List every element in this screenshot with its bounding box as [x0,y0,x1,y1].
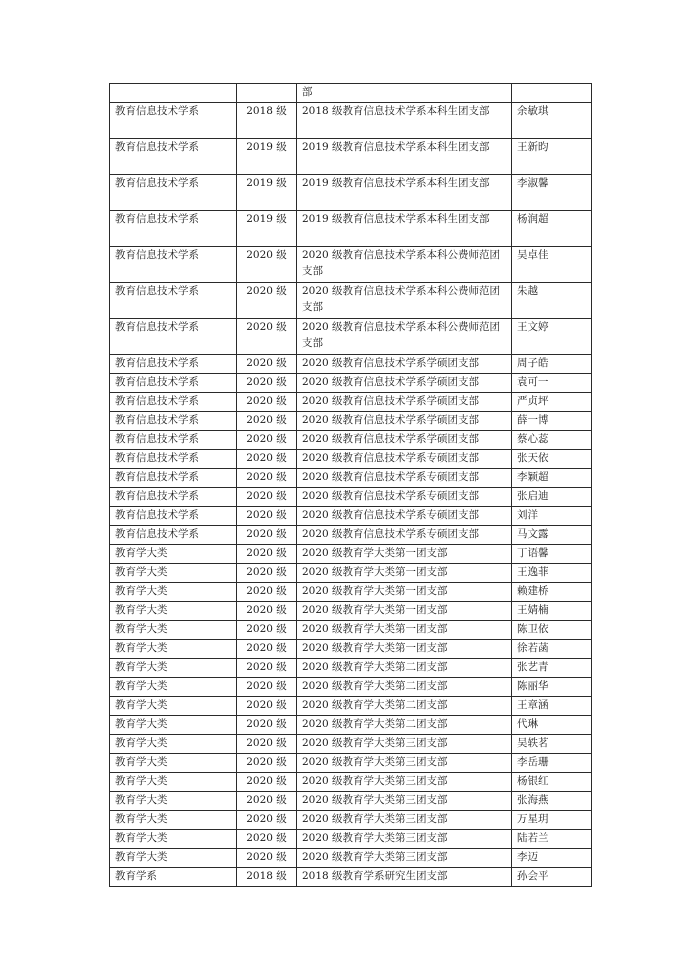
member-name-cell: 王婧楠 [512,602,592,621]
table-row [110,735,592,754]
table-row [110,412,592,431]
member-table [109,83,592,887]
member-name-cell: 赖建桥 [512,583,592,602]
grade-cell: 2019 级 [237,139,297,175]
department-cell: 教育信息技术学系 [110,283,237,319]
branch-cell: 2020 级教育学大类第一团支部 [297,602,512,621]
grade-cell: 2020 级 [237,773,297,792]
department-cell: 教育学大类 [110,621,237,640]
grade-cell: 2020 级 [237,716,297,735]
branch-cell: 2020 级教育学大类第三团支部 [297,773,512,792]
table-row [110,319,592,355]
table-row [110,247,592,283]
department-cell: 教育学大类 [110,792,237,811]
department-cell: 教育学大类 [110,716,237,735]
table-row [110,849,592,868]
grade-cell: 2020 级 [237,735,297,754]
department-cell: 教育信息技术学系 [110,526,237,545]
table-row [110,868,592,887]
table-row [110,211,592,247]
grade-cell: 2020 级 [237,830,297,849]
branch-cell: 2018 级教育信息技术学系本科生团支部 [297,103,512,139]
department-cell: 教育学大类 [110,545,237,564]
member-name-cell: 代琳 [512,716,592,735]
department-cell: 教育信息技术学系 [110,211,237,247]
department-cell: 教育信息技术学系 [110,139,237,175]
department-cell: 教育信息技术学系 [110,175,237,211]
department-cell: 教育学大类 [110,602,237,621]
department-cell: 教育信息技术学系 [110,431,237,450]
branch-cell: 2020 级教育信息技术学系学硕团支部 [297,431,512,450]
branch-cell: 2019 级教育信息技术学系本科生团支部 [297,139,512,175]
grade-cell: 2020 级 [237,792,297,811]
grade-cell: 2020 级 [237,393,297,412]
member-name-cell: 蔡心蕊 [512,431,592,450]
branch-cell: 2020 级教育信息技术学系本科公费师范团支部 [297,319,512,355]
department-cell: 教育学系 [110,868,237,887]
member-name-cell: 张海燕 [512,792,592,811]
member-name-cell: 万星玥 [512,811,592,830]
branch-cell: 2020 级教育信息技术学系专硕团支部 [297,507,512,526]
member-name-cell: 王章涵 [512,697,592,716]
grade-cell: 2020 级 [237,469,297,488]
branch-cell: 2020 级教育信息技术学系本科公费师范团支部 [297,283,512,319]
branch-cell: 2020 级教育学大类第三团支部 [297,849,512,868]
grade-cell: 2020 级 [237,640,297,659]
department-cell: 教育信息技术学系 [110,488,237,507]
member-name-cell: 陈丽华 [512,678,592,697]
grade-cell: 2020 级 [237,659,297,678]
table-row [110,84,592,103]
member-name-cell: 徐若菡 [512,640,592,659]
member-name-cell: 杨银红 [512,773,592,792]
grade-cell: 2020 级 [237,545,297,564]
branch-cell: 2018 级教育学系研究生团支部 [297,868,512,887]
table-row [110,678,592,697]
grade-cell: 2020 级 [237,564,297,583]
member-name-cell: 李颖超 [512,469,592,488]
grade-cell: 2020 级 [237,678,297,697]
branch-cell: 2020 级教育学大类第一团支部 [297,621,512,640]
member-name-cell: 陈卫依 [512,621,592,640]
table-row [110,283,592,319]
branch-cell: 2020 级教育信息技术学系学硕团支部 [297,374,512,393]
member-name-cell: 丁语馨 [512,545,592,564]
department-cell: 教育学大类 [110,640,237,659]
branch-cell: 2020 级教育信息技术学系专硕团支部 [297,488,512,507]
department-cell: 教育学大类 [110,659,237,678]
member-name-cell: 余敏琪 [512,103,592,139]
grade-cell: 2020 级 [237,412,297,431]
table-row [110,697,592,716]
member-name-cell: 吴卓佳 [512,247,592,283]
table-row [110,811,592,830]
table-body [110,84,592,887]
member-name-cell: 陆若兰 [512,830,592,849]
department-cell: 教育信息技术学系 [110,319,237,355]
grade-cell: 2020 级 [237,283,297,319]
grade-cell: 2020 级 [237,754,297,773]
department-cell: 教育信息技术学系 [110,103,237,139]
table-row [110,103,592,139]
branch-cell: 2020 级教育信息技术学系本科公费师范团支部 [297,247,512,283]
table-row [110,830,592,849]
branch-cell: 2020 级教育信息技术学系学硕团支部 [297,393,512,412]
member-name-cell: 周子皓 [512,355,592,374]
branch-cell: 2020 级教育信息技术学系学硕团支部 [297,412,512,431]
member-name-cell: 李迈 [512,849,592,868]
department-cell: 教育信息技术学系 [110,412,237,431]
branch-cell: 2020 级教育学大类第三团支部 [297,811,512,830]
member-name-cell: 王文婷 [512,319,592,355]
table-row [110,583,592,602]
member-name-cell: 孙会平 [512,868,592,887]
branch-cell: 2020 级教育学大类第三团支部 [297,792,512,811]
table-row [110,640,592,659]
member-name-cell: 严贞坪 [512,393,592,412]
grade-cell: 2020 级 [237,431,297,450]
member-name-cell: 杨润超 [512,211,592,247]
grade-cell: 2020 级 [237,583,297,602]
table-row [110,393,592,412]
branch-cell: 2020 级教育学大类第三团支部 [297,735,512,754]
department-cell: 教育学大类 [110,830,237,849]
department-cell: 教育学大类 [110,583,237,602]
table-row [110,488,592,507]
department-cell: 教育信息技术学系 [110,393,237,412]
branch-cell: 2019 级教育信息技术学系本科生团支部 [297,211,512,247]
branch-cell: 2019 级教育信息技术学系本科生团支部 [297,175,512,211]
department-cell: 教育学大类 [110,678,237,697]
grade-cell: 2018 级 [237,868,297,887]
grade-cell: 2019 级 [237,175,297,211]
table-row [110,716,592,735]
member-name-cell: 王逸菲 [512,564,592,583]
branch-cell: 2020 级教育学大类第二团支部 [297,716,512,735]
grade-cell: 2018 级 [237,103,297,139]
member-name-cell: 袁可一 [512,374,592,393]
department-cell: 教育信息技术学系 [110,374,237,393]
branch-cell: 2020 级教育学大类第一团支部 [297,545,512,564]
branch-cell: 2020 级教育学大类第一团支部 [297,583,512,602]
table-row [110,773,592,792]
table-row [110,469,592,488]
table-row [110,139,592,175]
table-row [110,621,592,640]
department-cell: 教育学大类 [110,773,237,792]
member-name-cell: 刘洋 [512,507,592,526]
grade-cell: 2020 级 [237,247,297,283]
department-cell: 教育信息技术学系 [110,507,237,526]
table-row [110,545,592,564]
grade-cell: 2019 级 [237,211,297,247]
branch-cell: 2020 级教育学大类第二团支部 [297,659,512,678]
branch-cell: 2020 级教育信息技术学系专硕团支部 [297,469,512,488]
department-cell: 教育学大类 [110,849,237,868]
grade-cell: 2020 级 [237,319,297,355]
branch-cell: 2020 级教育学大类第二团支部 [297,678,512,697]
member-name-cell: 马文露 [512,526,592,545]
grade-cell: 2020 级 [237,697,297,716]
grade-cell: 2020 级 [237,488,297,507]
table-row [110,792,592,811]
department-cell: 教育信息技术学系 [110,450,237,469]
member-name-cell [512,84,592,103]
grade-cell: 2020 级 [237,374,297,393]
branch-cell: 2020 级教育学大类第一团支部 [297,564,512,583]
grade-cell: 2020 级 [237,621,297,640]
grade-cell: 2020 级 [237,811,297,830]
table-row [110,431,592,450]
branch-cell: 2020 级教育学大类第三团支部 [297,830,512,849]
member-name-cell: 张艺青 [512,659,592,678]
grade-cell: 2020 级 [237,450,297,469]
grade-cell: 2020 级 [237,355,297,374]
branch-cell: 2020 级教育信息技术学系学硕团支部 [297,355,512,374]
table-row [110,602,592,621]
member-name-cell: 朱越 [512,283,592,319]
member-name-cell: 薛一博 [512,412,592,431]
department-cell: 教育学大类 [110,735,237,754]
department-cell: 教育学大类 [110,697,237,716]
branch-cell: 2020 级教育学大类第三团支部 [297,754,512,773]
department-cell: 教育学大类 [110,811,237,830]
table-row [110,754,592,773]
department-cell [110,84,237,103]
member-name-cell: 李淑馨 [512,175,592,211]
department-cell: 教育信息技术学系 [110,355,237,374]
branch-cell: 2020 级教育信息技术学系专硕团支部 [297,450,512,469]
grade-cell: 2020 级 [237,526,297,545]
table-row [110,526,592,545]
table-row [110,374,592,393]
branch-cell: 部 [297,84,512,103]
table-row [110,355,592,374]
grade-cell: 2020 级 [237,849,297,868]
table-row [110,659,592,678]
table-row [110,507,592,526]
branch-cell: 2020 级教育学大类第一团支部 [297,640,512,659]
member-name-cell: 张天依 [512,450,592,469]
table-row [110,450,592,469]
table-row [110,175,592,211]
department-cell: 教育信息技术学系 [110,247,237,283]
member-name-cell: 张启迪 [512,488,592,507]
branch-cell: 2020 级教育学大类第二团支部 [297,697,512,716]
member-name-cell: 王新昀 [512,139,592,175]
branch-cell: 2020 级教育信息技术学系专硕团支部 [297,526,512,545]
grade-cell [237,84,297,103]
member-name-cell: 吴轶茗 [512,735,592,754]
grade-cell: 2020 级 [237,602,297,621]
department-cell: 教育学大类 [110,754,237,773]
member-name-cell: 李岳珊 [512,754,592,773]
department-cell: 教育学大类 [110,564,237,583]
department-cell: 教育信息技术学系 [110,469,237,488]
table-row [110,564,592,583]
grade-cell: 2020 级 [237,507,297,526]
